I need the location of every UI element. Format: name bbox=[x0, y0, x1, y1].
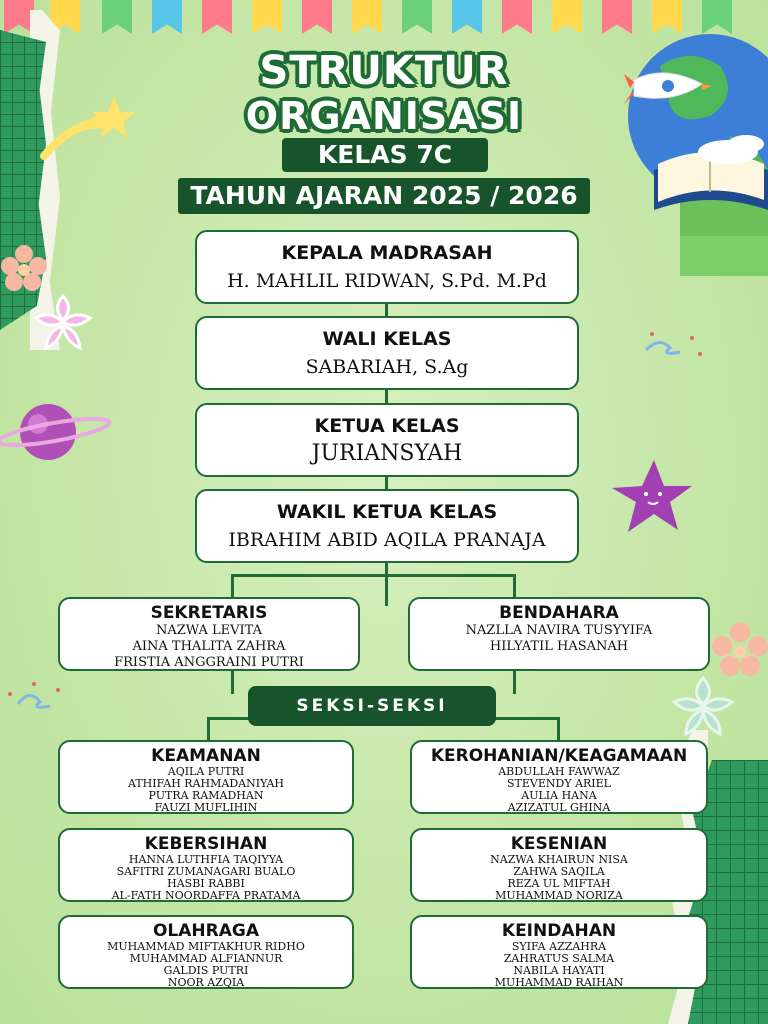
member-name: ABDULLAH FAWWAZ bbox=[498, 765, 620, 778]
role-box-sekretaris bbox=[58, 597, 360, 671]
member-name: GALDIS PUTRI bbox=[163, 964, 249, 977]
member-name: AINA THALITA ZAHRA bbox=[132, 639, 286, 654]
role-box-kesenian bbox=[410, 828, 708, 902]
member-name: AULIA HANA bbox=[521, 789, 597, 802]
role-name: JURIANSYAH bbox=[311, 441, 463, 466]
role-title: KEROHANIAN/KEAGAMAAN bbox=[430, 746, 688, 766]
role-title: KEPALA MADRASAH bbox=[281, 242, 493, 264]
role-box-kerohanian bbox=[410, 740, 708, 814]
flower-icon bbox=[0, 244, 48, 292]
title-line2: ORGANISASI bbox=[245, 94, 523, 138]
role-title: WAKIL KETUA KELAS bbox=[276, 501, 498, 523]
role-box-bendahara bbox=[408, 597, 710, 671]
role-box-keamanan bbox=[58, 740, 354, 814]
member-name: PUTRA RAMADHAN bbox=[148, 789, 264, 802]
role-box-wali-kelas bbox=[195, 316, 579, 390]
member-name: NAZWA KHAIRUN NISA bbox=[490, 853, 628, 866]
connector-line bbox=[513, 668, 516, 694]
role-box-keindahan bbox=[410, 915, 708, 989]
member-name: HANNA LUTHFIA TAQIYYA bbox=[128, 853, 284, 866]
member-name: NABILA HAYATI bbox=[513, 964, 605, 977]
role-title: SEKRETARIS bbox=[150, 603, 268, 623]
member-name: NAZWA LEVITA bbox=[155, 623, 263, 638]
class-badge: KELAS 7C bbox=[282, 138, 488, 172]
role-title: KEINDAHAN bbox=[501, 921, 617, 941]
role-title: WALI KELAS bbox=[322, 328, 452, 350]
role-title: OLAHRAGA bbox=[152, 921, 260, 941]
member-name: SAFITRI ZUMANAGARI BUALO bbox=[116, 865, 296, 878]
member-name: STEVENDY ARIEL bbox=[507, 777, 611, 790]
role-name: H. MAHLIL RIDWAN, S.Pd. M.Pd bbox=[227, 270, 547, 292]
member-name: MUHAMMAD ALFIANNUR bbox=[129, 952, 283, 965]
flower-icon bbox=[712, 622, 768, 678]
flower-icon bbox=[668, 672, 738, 742]
role-title: KEBERSIHAN bbox=[144, 834, 268, 854]
member-name: AL-FATH NOORDAFFA PRATAMA bbox=[111, 889, 301, 902]
member-name: REZA UL MIFTAH bbox=[507, 877, 611, 890]
member-name: ZAHWA SAQILA bbox=[513, 865, 605, 878]
role-box-wakil-ketua-kelas bbox=[195, 489, 579, 563]
member-name: FRISTIA ANGGRAINI PUTRI bbox=[114, 655, 304, 670]
role-name: IBRAHIM ABID AQILA PRANAJA bbox=[228, 529, 546, 551]
member-name: FAUZI MUFLIHIN bbox=[154, 801, 258, 814]
seksi-label: SEKSI-SEKSI bbox=[248, 686, 496, 726]
doodle-icon bbox=[640, 326, 710, 366]
star-face-icon bbox=[608, 458, 694, 534]
member-name: ZAHRATUS SALMA bbox=[503, 952, 615, 965]
member-name: AQILA PUTRI bbox=[167, 765, 245, 778]
role-box-olahraga bbox=[58, 915, 354, 989]
role-name: SABARIAH, S.Ag bbox=[305, 356, 469, 378]
member-name: HILYATIL HASANAH bbox=[489, 639, 629, 654]
member-name: NAZLLA NAVIRA TUSYYIFA bbox=[465, 623, 653, 638]
doodle-icon bbox=[0, 676, 70, 718]
role-title: KETUA KELAS bbox=[314, 415, 460, 437]
role-box-ketua-kelas bbox=[195, 403, 579, 477]
role-title: BENDAHARA bbox=[499, 603, 619, 623]
role-title: KEAMANAN bbox=[151, 746, 261, 766]
member-name: MUHAMMAD NORIZA bbox=[495, 889, 623, 902]
planet-icon bbox=[0, 402, 112, 464]
connector-line bbox=[231, 574, 515, 577]
book-icon bbox=[650, 130, 768, 220]
member-name: NOOR AZQIA bbox=[167, 976, 245, 989]
role-box-kebersihan bbox=[58, 828, 354, 902]
title-line1: STRUKTUR bbox=[259, 48, 509, 94]
member-name: MUHAMMAD MIFTAKHUR RIDHO bbox=[107, 940, 305, 953]
member-name: ATHIFAH RAHMADANIYAH bbox=[127, 777, 285, 790]
role-title: KESENIAN bbox=[510, 834, 608, 854]
academic-year-badge: TAHUN AJARAN 2025 / 2026 bbox=[178, 178, 590, 214]
member-name: MUHAMMAD RAIHAN bbox=[494, 976, 624, 989]
member-name: HASBI RABBI bbox=[167, 877, 245, 890]
member-name: SYIFA AZZAHRA bbox=[511, 940, 607, 953]
member-name: AZIZATUL GHINA bbox=[507, 801, 611, 814]
role-box-kepala-madrasah bbox=[195, 230, 579, 304]
flower-icon bbox=[30, 290, 96, 356]
connector-line bbox=[231, 668, 234, 694]
